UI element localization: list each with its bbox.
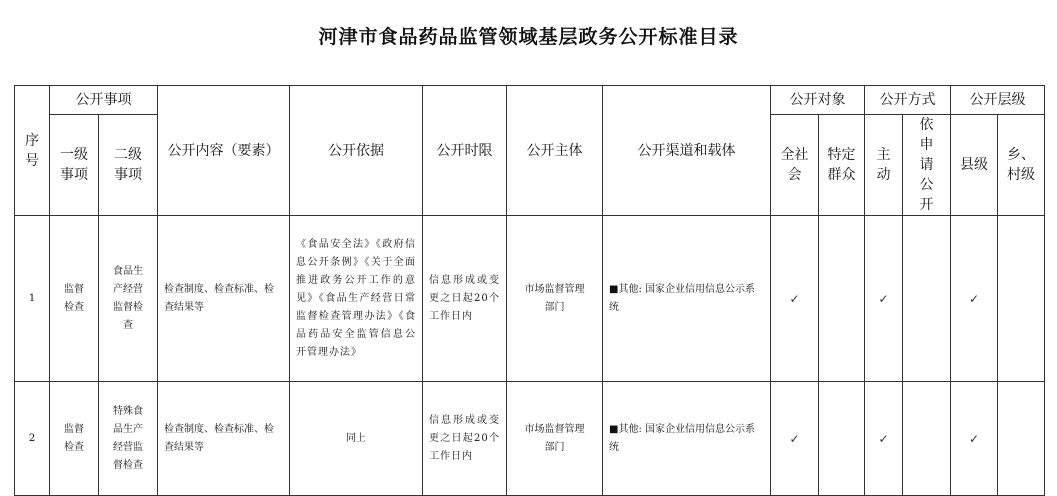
cell-seq: 2 xyxy=(15,382,50,496)
cell-target-group xyxy=(819,216,865,382)
cell-channel: ■其他: 国家企业信用信息公示系统 xyxy=(603,216,771,382)
cell-subject: 市场监督管理部门 xyxy=(507,216,603,382)
header-target: 公开对象 xyxy=(771,86,865,115)
cell-channel: ■其他: 国家企业信用信息公示系统 xyxy=(603,382,771,496)
header-level-county: 县级 xyxy=(951,115,998,216)
header-target-all: 全社会 xyxy=(771,115,819,216)
header-channel: 公开渠道和载体 xyxy=(603,86,771,216)
cell-method-active: ✓ xyxy=(865,216,903,382)
cell-level-town xyxy=(998,382,1045,496)
cell-level-county: ✓ xyxy=(951,382,998,496)
header-level: 公开层级 xyxy=(951,86,1045,115)
header-public-item: 公开事项 xyxy=(50,86,158,115)
catalog-table xyxy=(14,85,1045,496)
header-method: 公开方式 xyxy=(865,86,951,115)
header-method-apply: 依申请公开 xyxy=(903,115,951,216)
header-level-town: 乡、村级 xyxy=(998,115,1045,216)
cell-level2: 特殊食品生产经营监督检查 xyxy=(99,382,158,496)
cell-target-all: ✓ xyxy=(771,382,819,496)
header-time-limit: 公开时限 xyxy=(423,86,507,216)
cell-level1: 监督检查 xyxy=(50,382,99,496)
cell-level1: 监督检查 xyxy=(50,216,99,382)
cell-level-town xyxy=(998,216,1045,382)
header-level2: 二级事项 xyxy=(99,115,158,216)
cell-level2: 食品生产经营监督检查 xyxy=(99,216,158,382)
cell-target-all: ✓ xyxy=(771,216,819,382)
cell-content: 检查制度、检查标准、检查结果等 xyxy=(158,382,290,496)
header-method-active: 主动 xyxy=(865,115,903,216)
table-row xyxy=(15,382,1045,496)
header-content: 公开内容（要素） xyxy=(158,86,290,216)
header-basis: 公开依据 xyxy=(290,86,423,216)
cell-level-county: ✓ xyxy=(951,216,998,382)
cell-time-limit: 信息形成或变更之日起20个工作日内 xyxy=(423,382,507,496)
cell-method-apply xyxy=(903,382,951,496)
cell-content: 检查制度、检查标准、检查结果等 xyxy=(158,216,290,382)
page-title: 河津市食品药品监管领域基层政务公开标准目录 xyxy=(318,26,739,48)
header-target-group: 特定群众 xyxy=(819,115,865,216)
cell-method-active: ✓ xyxy=(865,382,903,496)
header-subject: 公开主体 xyxy=(507,86,603,216)
table-row xyxy=(15,216,1045,382)
cell-basis: 同上 xyxy=(290,382,423,496)
cell-time-limit: 信息形成或变更之日起20个工作日内 xyxy=(423,216,507,382)
cell-basis: 《食品安全法》《政府信息公开条例》《关于全面推进政务公开工作的意见》《食品生产经营日常监督检查管理办法》《食品药品安全监管信息公开管理办法》 xyxy=(290,216,423,382)
cell-subject: 市场监督管理部门 xyxy=(507,382,603,496)
header-seq: 序号 xyxy=(15,86,50,216)
cell-method-apply xyxy=(903,216,951,382)
cell-seq: 1 xyxy=(15,216,50,382)
header-level1: 一级事项 xyxy=(50,115,99,216)
cell-target-group xyxy=(819,382,865,496)
